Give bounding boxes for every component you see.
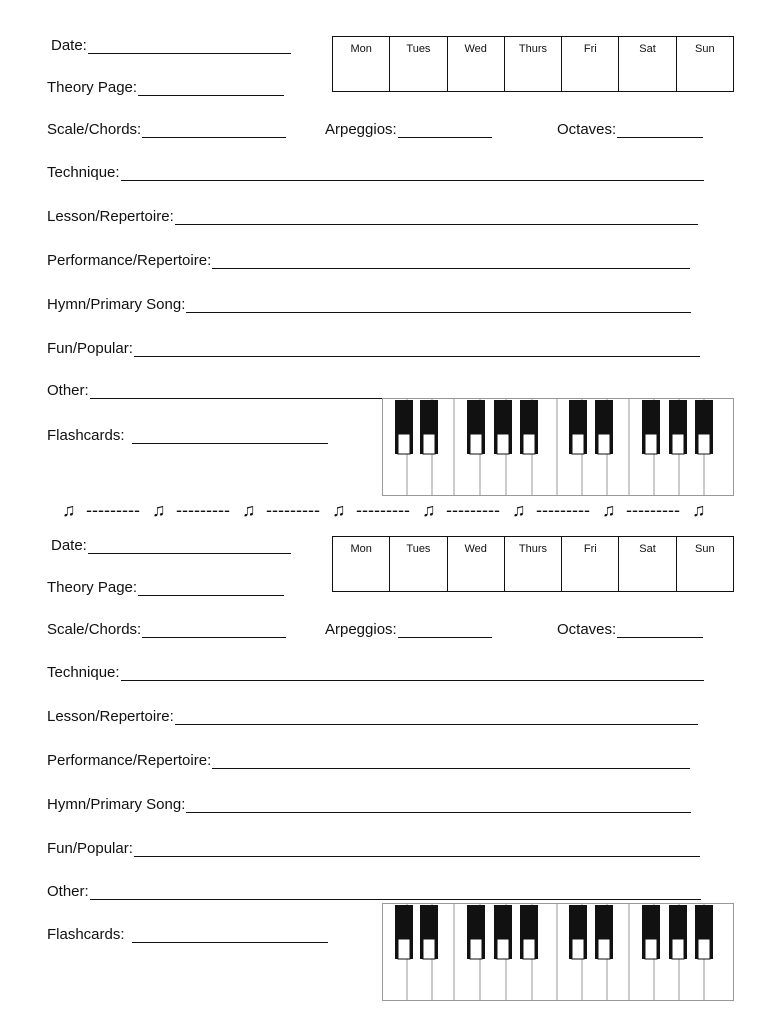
octaves-line[interactable] (617, 623, 703, 638)
performance-field[interactable] (47, 749, 690, 769)
divider-dashes: --------- (626, 500, 680, 520)
music-note-icon: ♫ (602, 500, 616, 520)
technique-field[interactable] (47, 161, 704, 181)
technique-line[interactable] (121, 666, 704, 681)
hymn-label: Hymn/Primary Song: (47, 296, 186, 313)
date-field[interactable] (51, 34, 291, 54)
octaves-label: Octaves: (557, 121, 617, 138)
scale-line[interactable] (142, 123, 286, 138)
performance-field[interactable] (47, 249, 690, 269)
divider-dashes: --------- (446, 500, 500, 520)
theory-label: Theory Page: (47, 79, 138, 96)
octaves-label: Octaves: (557, 621, 617, 638)
divider-dashes: --------- (536, 500, 590, 520)
scale-line[interactable] (142, 623, 286, 638)
day-checklist (332, 536, 734, 592)
music-note-icon: ♫ (242, 500, 256, 520)
flashcards-field[interactable] (47, 424, 328, 444)
scale-field[interactable] (47, 618, 286, 638)
hymn-field[interactable] (47, 293, 691, 313)
music-note-icon: ♫ (332, 500, 346, 520)
arpeggios-field[interactable] (325, 118, 492, 138)
other-line[interactable] (90, 885, 701, 900)
other-field[interactable] (47, 880, 701, 900)
lesson-line[interactable] (175, 710, 698, 725)
performance-label: Performance/Repertoire: (47, 252, 212, 269)
arpeggios-label: Arpeggios: (325, 121, 397, 138)
hymn-line[interactable] (186, 798, 691, 813)
music-note-icon: ♫ (422, 500, 436, 520)
theory-label: Theory Page: (47, 579, 138, 596)
divider-dashes: --------- (176, 500, 230, 520)
day-tues[interactable]: Tues (390, 37, 447, 91)
music-note-icon: ♫ (152, 500, 166, 520)
technique-label: Technique: (47, 664, 120, 681)
day-checklist (332, 36, 734, 92)
performance-label: Performance/Repertoire: (47, 752, 212, 769)
flashcards-line[interactable] (132, 429, 328, 444)
practice-log-top (0, 0, 768, 500)
music-note-icon: ♫ (512, 500, 526, 520)
arpeggios-label: Arpeggios: (325, 621, 397, 638)
performance-line[interactable] (212, 254, 690, 269)
hymn-label: Hymn/Primary Song: (47, 796, 186, 813)
arpeggios-line[interactable] (398, 623, 492, 638)
date-label: Date: (51, 537, 87, 554)
scale-label: Scale/Chords: (47, 121, 142, 138)
flashcards-field[interactable] (47, 923, 328, 943)
fun-label: Fun/Popular: (47, 340, 133, 357)
piano-keyboard-icon (382, 398, 734, 496)
practice-log-bottom (0, 500, 768, 1000)
divider-dashes: --------- (266, 500, 320, 520)
fun-field[interactable] (47, 837, 700, 857)
music-note-icon: ♫ (62, 500, 76, 520)
arpeggios-line[interactable] (398, 123, 492, 138)
flashcards-label: Flashcards: (47, 926, 125, 943)
divider-dashes: --------- (356, 500, 410, 520)
music-note-icon: ♫ (692, 500, 706, 520)
scale-field[interactable] (47, 118, 286, 138)
octaves-line[interactable] (617, 123, 703, 138)
day-thurs[interactable]: Thurs (505, 37, 562, 91)
hymn-field[interactable] (47, 793, 691, 813)
arpeggios-field[interactable] (325, 618, 492, 638)
divider-dashes: --------- (86, 500, 140, 520)
octaves-field[interactable] (557, 618, 703, 638)
date-line[interactable] (88, 539, 291, 554)
day-tues[interactable]: Tues (390, 537, 447, 591)
lesson-label: Lesson/Repertoire: (47, 708, 174, 725)
day-fri[interactable]: Fri (562, 537, 619, 591)
theory-line[interactable] (138, 81, 284, 96)
day-sun[interactable]: Sun (695, 543, 715, 555)
date-label: Date: (51, 37, 87, 54)
day-mon[interactable]: Mon (333, 537, 390, 591)
other-label: Other: (47, 382, 89, 399)
technique-field[interactable] (47, 661, 704, 681)
technique-label: Technique: (47, 164, 120, 181)
fun-field[interactable] (47, 337, 700, 357)
piano-keyboard-icon (382, 903, 734, 1001)
other-field[interactable] (47, 379, 701, 399)
lesson-line[interactable] (175, 210, 698, 225)
octaves-field[interactable] (557, 118, 703, 138)
technique-line[interactable] (121, 166, 704, 181)
day-sat[interactable]: Sat (619, 537, 676, 591)
fun-line[interactable] (134, 342, 700, 357)
performance-line[interactable] (212, 754, 690, 769)
day-wed[interactable]: Wed (448, 537, 505, 591)
day-sat[interactable]: Sat (619, 37, 676, 91)
day-wed[interactable]: Wed (448, 37, 505, 91)
flashcards-label: Flashcards: (47, 427, 125, 444)
scale-label: Scale/Chords: (47, 621, 142, 638)
theory-line[interactable] (138, 581, 284, 596)
fun-label: Fun/Popular: (47, 840, 133, 857)
day-mon[interactable]: Mon (333, 37, 390, 91)
date-field[interactable] (51, 534, 291, 554)
date-line[interactable] (88, 39, 291, 54)
other-line[interactable] (90, 384, 701, 399)
day-sun[interactable]: Sun (695, 43, 715, 55)
other-label: Other: (47, 883, 89, 900)
theory-field[interactable] (47, 76, 284, 96)
day-thurs[interactable]: Thurs (505, 537, 562, 591)
fun-line[interactable] (134, 842, 700, 857)
lesson-field[interactable] (47, 705, 698, 725)
flashcards-line[interactable] (132, 928, 328, 943)
theory-field[interactable] (47, 576, 284, 596)
lesson-label: Lesson/Repertoire: (47, 208, 174, 225)
day-fri[interactable]: Fri (562, 37, 619, 91)
hymn-line[interactable] (186, 298, 691, 313)
lesson-field[interactable] (47, 205, 698, 225)
